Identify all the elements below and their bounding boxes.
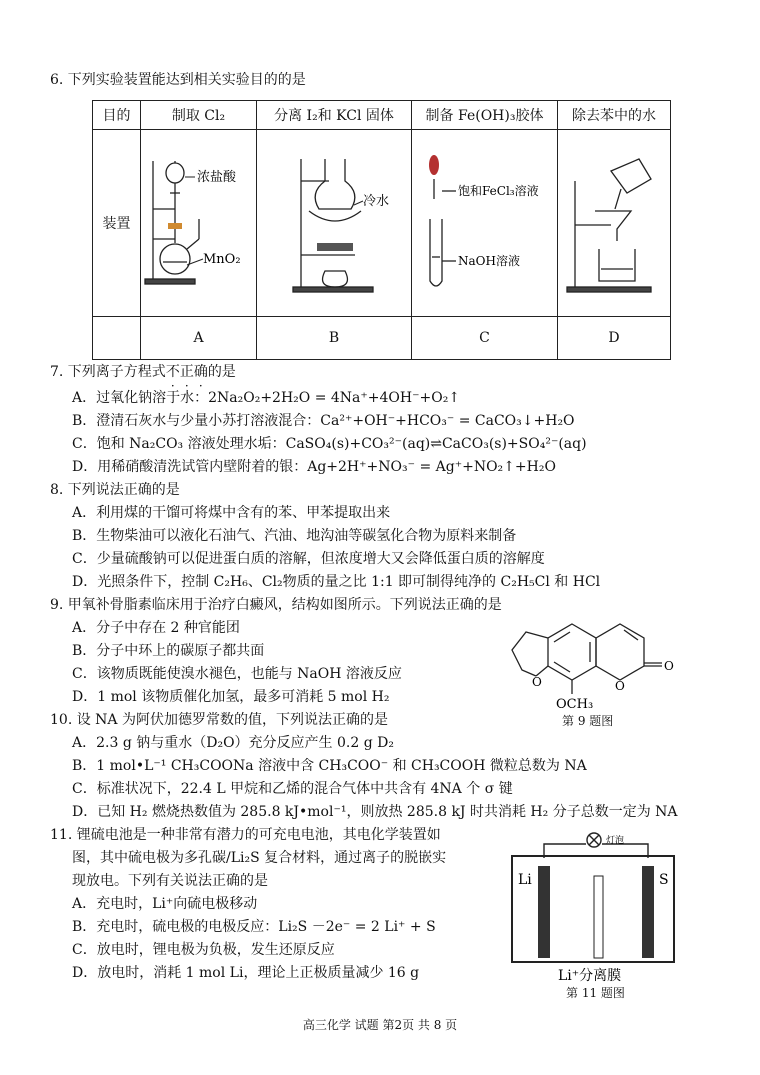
- label-conc-hcl: 浓盐酸: [196, 170, 236, 185]
- label-li-membrane: Li⁺分离膜: [558, 968, 622, 984]
- apparatus-a: [141, 130, 257, 317]
- label-bulb: 灯泡: [606, 836, 625, 846]
- choice-b: B: [257, 317, 412, 360]
- q11-stem-line-2: 图，其中硫电极为多孔碳/Li₂S 复合材料，通过离子的脱嵌实: [72, 850, 447, 866]
- table-header-b: 分离 I₂和 KCl 固体: [257, 101, 412, 130]
- apparatus-b: [257, 130, 412, 317]
- label-mno2: MnO₂: [202, 252, 241, 267]
- q7-option-c: C．饱和 Na₂CO₃ 溶液处理水垢：CaSO₄(s)+CO₃²⁻(aq)⇌CaCO₃(s)+SO₄²⁻(aq): [72, 436, 587, 452]
- q9-option-b: B．分子中环上的碳原子都共面: [72, 643, 265, 659]
- table-header-purpose: 目的: [93, 101, 141, 130]
- q10-option-b: B．1 mol•L⁻¹ CH₃COONa 溶液中含 CH₃COO⁻ 和 CH₃COOH 微粒总数为 NA: [72, 758, 587, 774]
- q9-option-a: A．分子中存在 2 种官能团: [72, 620, 240, 636]
- table-header-d: 除去苯中的水: [558, 101, 671, 130]
- choice-d: D: [558, 317, 671, 360]
- q10-option-d: D．已知 H₂ 燃烧热数值为 285.8 kJ•mol⁻¹，则放热 285.8 kJ 时共消耗 H₂ 分子总数一定为 NA: [72, 804, 678, 820]
- q6-apparatus-table: [92, 100, 671, 360]
- label-cold-water: 冷水: [363, 194, 390, 209]
- q8-option-c: C．少量硫酸钠可以促进蛋白质的溶解，但浓度增大又会降低蛋白质的溶解度: [72, 551, 545, 567]
- q10-option-a: A．2.3 g 钠与重水（D₂O）充分反应产生 0.2 g D₂: [72, 735, 394, 751]
- q7-option-a: A．过氧化钠溶于水：2Na₂O₂+2H₂O = 4Na⁺+4OH⁻+O₂↑: [72, 390, 461, 406]
- svg-text:O: O: [664, 659, 674, 673]
- q11-option-a: A．充电时，Li⁺向硫电极移动: [72, 896, 258, 912]
- label-s-electrode: S: [659, 872, 669, 888]
- q9-option-c: C．该物质既能使溴水褪色，也能与 NaOH 溶液反应: [72, 666, 402, 682]
- q7-stem: 7. 下列离子方程式不正确的是: [50, 364, 236, 380]
- q11-option-b: B．充电时，硫电极的电极反应：Li₂S －2e⁻ = 2 Li⁺ + S: [72, 919, 436, 935]
- q10-stem: 10. 设 NA 为阿伏加德罗常数的值，下列说法正确的是: [50, 712, 388, 728]
- q7-option-d: D．用稀硝酸清洗试管内壁附着的银：Ag+2H⁺+NO₃⁻ = Ag⁺+NO₂↑+H₂O: [72, 459, 556, 475]
- q9-stem: 9. 甲氧补骨脂素临床用于治疗白癜风，结构如图所示。下列说法正确的是: [50, 597, 502, 613]
- table-row-label-apparatus: 装置: [93, 130, 141, 317]
- table-header-c: 制备 Fe(OH)₃胶体: [412, 101, 558, 130]
- q7-option-b: B．澄清石灰水与少量小苏打溶液混合：Ca²⁺+OH⁻+HCO₃⁻ = CaCO₃↓+H₂O: [72, 413, 575, 429]
- choice-a: A: [141, 317, 257, 360]
- q11-option-d: D．放电时，消耗 1 mol Li，理论上正极质量减少 16 g: [72, 965, 420, 981]
- q11-stem-line-3: 现放电。下列有关说法正确的是: [72, 873, 268, 889]
- q8-stem: 8. 下列说法正确的是: [50, 482, 180, 498]
- q11-battery-figure: [506, 828, 682, 984]
- q8-option-b: B．生物柴油可以液化石油气、汽油、地沟油等碳氢化合物为原料来制备: [72, 528, 517, 544]
- label-fecl3-solution: 饱和FeCl₃溶液: [457, 184, 539, 198]
- svg-text:O: O: [615, 679, 625, 693]
- apparatus-d: [558, 130, 671, 317]
- label-och3: OCH₃: [556, 697, 594, 712]
- q11-stem-line-1: 11. 锂硫电池是一种非常有潜力的可充电电池，其电化学装置如: [50, 827, 441, 843]
- svg-text:O: O: [532, 675, 542, 689]
- q11-figure-caption: 第 11 题图: [566, 986, 625, 1000]
- label-li-electrode: Li: [518, 872, 532, 888]
- table-header-a: 制取 Cl₂: [141, 101, 257, 130]
- q8-option-a: A．利用煤的干馏可将煤中含有的苯、甲苯提取出来: [72, 505, 391, 521]
- q9-option-d: D．1 mol 该物质催化加氢，最多可消耗 5 mol H₂: [72, 689, 390, 705]
- choice-c: C: [412, 317, 558, 360]
- q11-option-c: C．放电时，锂电极为负极，发生还原反应: [72, 942, 335, 958]
- q10-option-c: C．标准状况下，22.4 L 甲烷和乙烯的混合气体中共含有 4NA 个 σ 键: [72, 781, 513, 797]
- q6-stem: 6. 下列实验装置能达到相关实验目的的是: [50, 72, 306, 88]
- q9-structure-figure: [500, 612, 690, 712]
- q9-figure-caption: 第 9 题图: [562, 714, 614, 728]
- apparatus-c: [412, 130, 558, 317]
- label-naoh-solution: NaOH溶液: [457, 254, 520, 268]
- page-footer: 高三化学 试题 第2页 共 8 页: [302, 1018, 458, 1032]
- q8-option-d: D．光照条件下，控制 C₂H₆、Cl₂物质的量之比 1:1 即可制得纯净的 C₂H₅Cl 和 HCl: [72, 574, 601, 590]
